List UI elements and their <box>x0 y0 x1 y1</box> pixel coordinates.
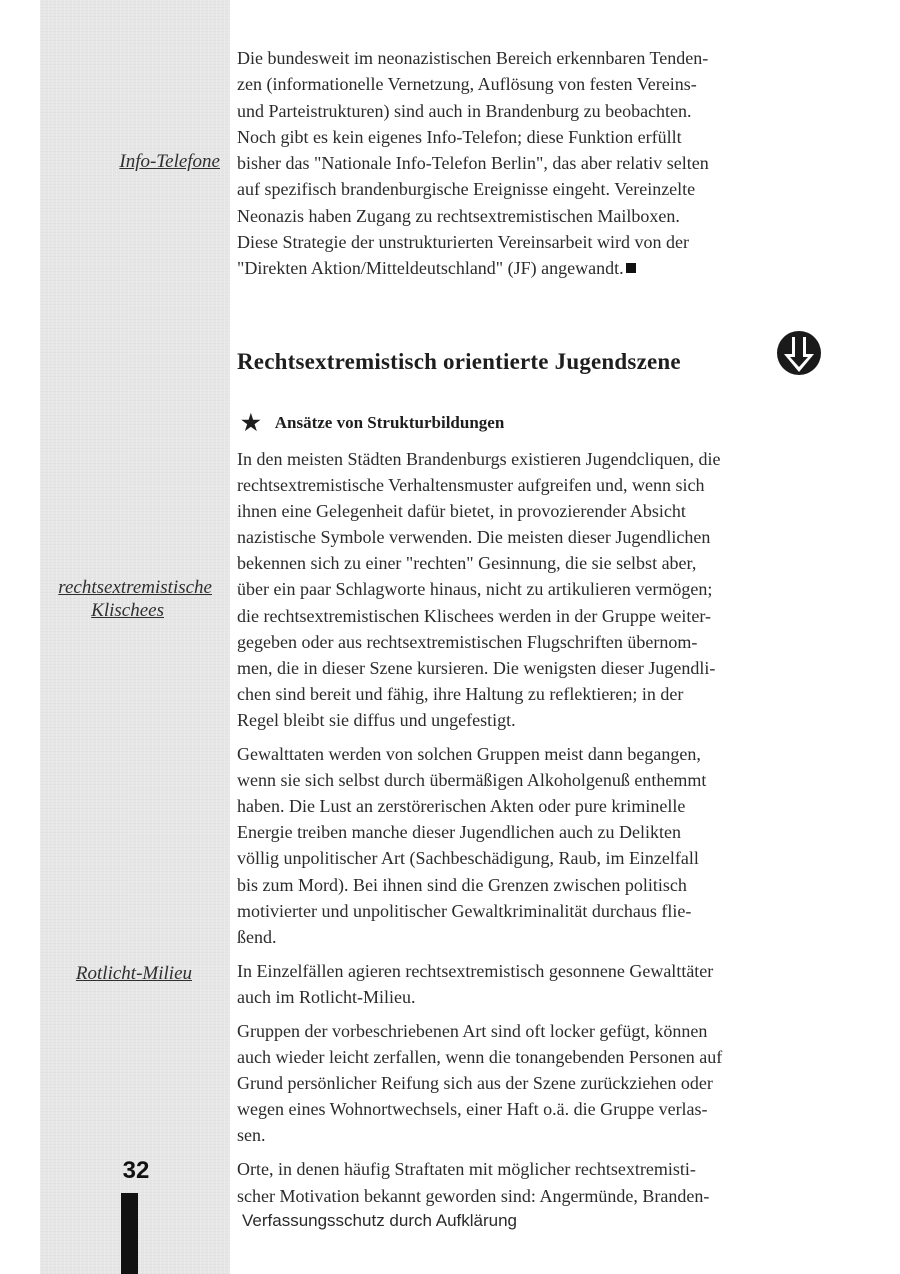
section-title: Rechtsextremistisch orientierte Jugendszene <box>237 349 681 374</box>
footer-text: Verfassungsschutz durch Aufklärung <box>242 1211 517 1230</box>
margin-note-info-telefone: Info-Telefone <box>119 151 220 172</box>
paragraph-3: In Einzelfällen agieren rechtsextremistisch gesonnene Gewalttäter auch im Rotlicht-Milieu. <box>237 960 714 1007</box>
margin-note-rechtsextremistische: rechtsextremistische <box>58 577 212 598</box>
circle-arrow-down-icon <box>776 330 822 376</box>
main-text <box>237 446 822 1209</box>
paragraph-2: Gewalttaten werden von solchen Gruppen meist dann begangen, wenn sie sich selbst durch übermäßigen Alkoholgenuß enthemmt haben. Die Lust an zerstörerischen Akten oder pure kriminelle Energie treiben manche dieser Jugendlichen auch zu Delikten völlig unpolitischer Art (Sachbeschädigung, Raub, im Einzelfall bis zum Mord). Bei ihnen sind die Grenzen zwischen politisch motivierter und unpolitischer Gewaltkriminalität durchaus flie- ßend. <box>237 744 707 947</box>
page-number: 32 <box>122 1157 150 1184</box>
paragraph-1: In den meisten Städten Brandenburgs existieren Jugendcliquen, die rechtsextremistische Verhaltensmuster aufgreifen und, wenn sich ihnen eine Gelegenheit dafür bietet, in provozierender Absicht nazistische Symbole verwenden. Die meisten dieser Jugendlichen bekennen sich zu einer "rechten" Gesinnung, die sie selbst aber, über ein paar Schlagworte hinaus, nicht zu artikulieren vermögen; die rechtsextremistischen Klischees werden in der Gruppe weiter- gegeben oder aus rechtsextremistischen Flugschriften übernom- men, die in dieser Szene kursieren. Die wenigsten dieser Jugendli- chen sind bereit und fähig, ihre Haltung zu reflektieren; in der Regel bleibt sie diffus und ungefestigt. <box>237 449 721 730</box>
margin-note-klischees: Klischees <box>91 600 164 621</box>
star-icon: ★ <box>241 410 261 435</box>
end-of-section-mark <box>626 263 636 273</box>
intro-block <box>237 45 822 288</box>
subsection-heading <box>241 410 504 436</box>
page-marker-bar <box>121 1193 138 1274</box>
intro-paragraph: Die bundesweit im neonazistischen Bereich erkennbaren Tenden- zen (informationelle Vernetzung, Auflösung von festen Vereins- und Parteistrukturen) sind auch in Brandenburg zu beobachten. Noch gibt es kein eigenes Info-Telefon; diese Funktion erfüllt bisher das "Nationale Info-Telefon Berlin", das aber relativ selten auf spezifisch brandenburgische Ereignisse eingeht. Vereinzelte Neonazis haben Zugang zu rechtsextremistischen Mailboxen. Diese Strategie der unstrukturierten Vereinsarbeit wird von der "Direkten Aktion/Mitteldeutschland" (JF) angewandt. <box>237 48 709 279</box>
sidebar <box>40 0 230 1274</box>
paragraph-5: Orte, in denen häufig Straftaten mit möglicher rechtsextremisti- scher Motivation bekannt geworden sind: Angermünde, Branden- <box>237 1159 710 1206</box>
paragraph-4: Gruppen der vorbeschriebenen Art sind oft locker gefügt, können auch wieder leicht zerfallen, wenn die tonangebenden Personen auf Grund persönlicher Reifung sich aus der Szene zurückziehen oder wegen eines Wohnortwechsels, einer Haft o.ä. die Gruppe verlas- sen. <box>237 1020 723 1146</box>
margin-note-rotlicht-milieu: Rotlicht-Milieu <box>75 963 192 984</box>
subsection-title: Ansätze von Strukturbildungen <box>274 413 505 432</box>
